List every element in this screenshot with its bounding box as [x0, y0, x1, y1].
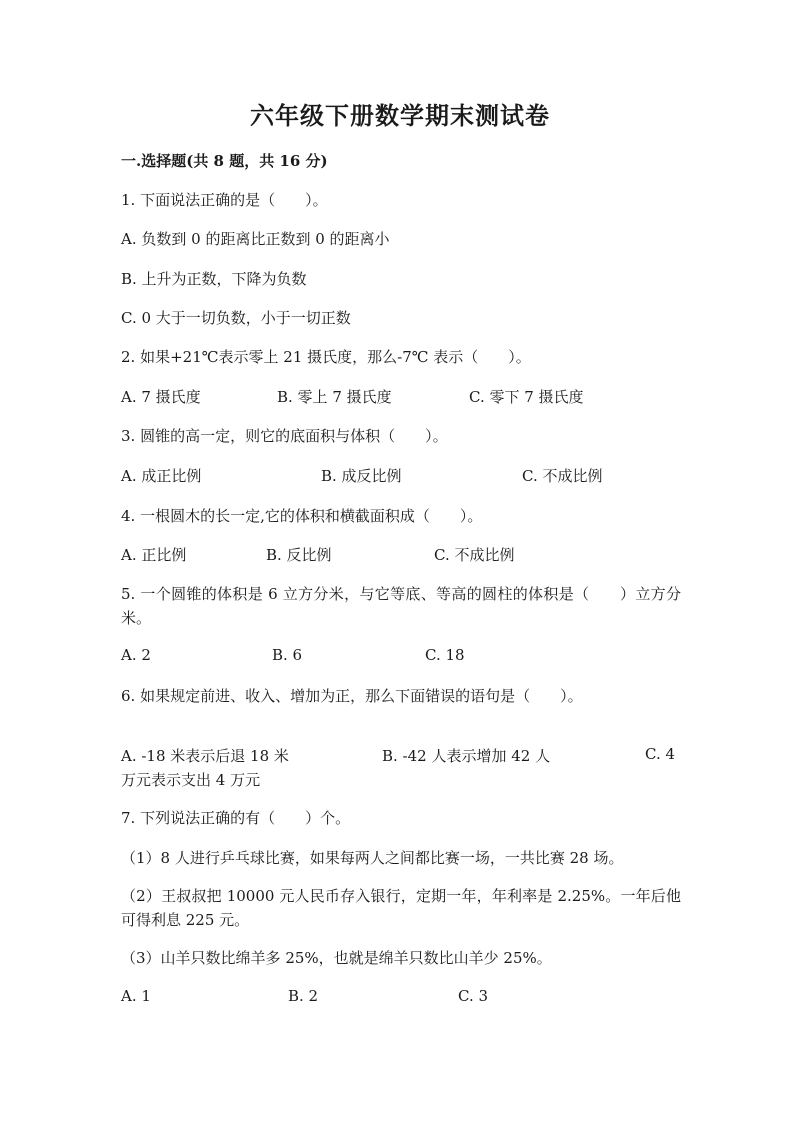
- question-7-statement-2: （2）王叔叔把 10000 元人民币存入银行，定期一年，年利率是 2.25%。一年后他可得利息 225 元。: [121, 887, 681, 929]
- question-2-option-c: C. 零下 7 摄氏度: [469, 388, 584, 406]
- question-6-option-b: B. -42 人表示增加 42 人: [382, 747, 551, 765]
- question-2-option-a: A. 7 摄氏度: [121, 388, 201, 406]
- question-7-option-a: A. 1: [121, 987, 151, 1005]
- question-7-statement-1: （1）8 人进行乒乓球比赛，如果每两人之间都比赛一场，一共比赛 28 场。: [121, 849, 624, 867]
- question-2-option-b: B. 零上 7 摄氏度: [277, 388, 392, 406]
- question-7-statement-3: （3）山羊只数比绵羊多 25%，也就是绵羊只数比山羊少 25%。: [121, 949, 552, 967]
- question-5-option-a: A. 2: [121, 646, 151, 664]
- section-header: 一.选择题(共 8 题，共 16 分): [121, 152, 328, 170]
- question-6-option-a: A. -18 米表示后退 18 米: [121, 747, 289, 765]
- question-1-option-c: C. 0 大于一切负数，小于一切正数: [121, 309, 351, 327]
- question-1-option-a: A. 负数到 0 的距离比正数到 0 的距离小: [121, 230, 390, 248]
- question-6-option-c-continued: 万元表示支出 4 万元: [121, 771, 261, 789]
- question-1-option-b: B. 上升为正数，下降为负数: [121, 270, 307, 288]
- question-5-option-c: C. 18: [425, 646, 465, 664]
- page-title: 六年级下册数学期末测试卷: [250, 101, 550, 130]
- question-3-option-b: B. 成反比例: [321, 467, 402, 485]
- question-5-stem: 5. 一个圆锥的体积是 6 立方分米，与它等底、等高的圆柱的体积是（ ）立方分米。: [121, 585, 681, 627]
- question-3-option-c: C. 不成比例: [522, 467, 603, 485]
- question-2-stem: 2. 如果+21℃表示零上 21 摄氏度，那么-7℃ 表示（ ）。: [121, 348, 531, 366]
- question-6-stem: 6. 如果规定前进、收入、增加为正，那么下面错误的语句是（ ）。: [121, 687, 583, 705]
- question-4-option-b: B. 反比例: [266, 546, 332, 564]
- question-7-stem: 7. 下列说法正确的有（ ）个。: [121, 809, 351, 827]
- question-3-option-a: A. 成正比例: [121, 467, 202, 485]
- question-7-option-c: C. 3: [458, 987, 489, 1005]
- question-1-stem: 1. 下面说法正确的是（ ）。: [121, 191, 328, 209]
- question-4-option-c: C. 不成比例: [434, 546, 515, 564]
- question-6-option-c: C. 4: [645, 745, 676, 763]
- question-5-option-b: B. 6: [272, 646, 303, 664]
- question-3-stem: 3. 圆锥的高一定，则它的底面积与体积（ ）。: [121, 427, 448, 445]
- question-4-stem: 4. 一根圆木的长一定,它的体积和横截面积成（ ）。: [121, 507, 483, 525]
- question-4-option-a: A. 正比例: [121, 546, 187, 564]
- question-7-option-b: B. 2: [288, 987, 319, 1005]
